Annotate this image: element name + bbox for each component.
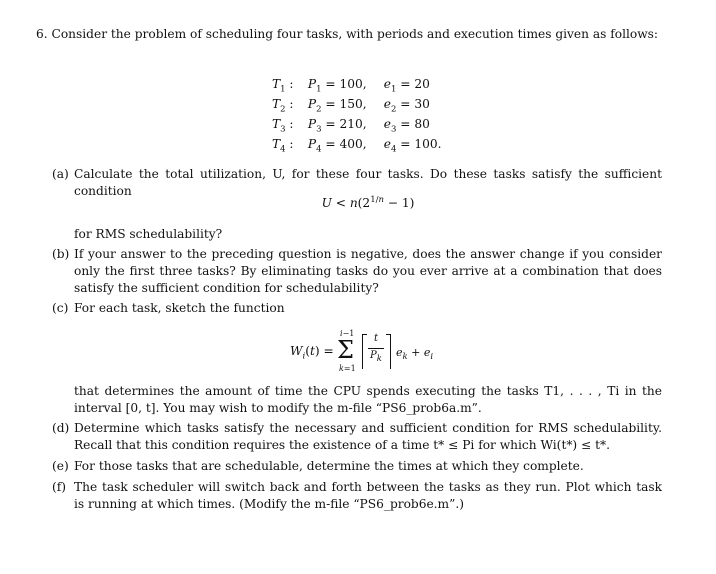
part-b bbox=[52, 246, 662, 297]
part-text: If your answer to the preceding question is negative, does the answer change if you consider only the first three tasks? By eliminating tasks do you ever arrive at a combination that does satisfy the sufficient condition for schedulability? bbox=[74, 247, 662, 295]
problem-intro: Consider the problem of scheduling four tasks, with periods and execution times given as follows: bbox=[51, 27, 659, 41]
workload-formula: $W_i(t)$ = i−1 Σ k=1 t $P_k$ $e_k + e_i$ bbox=[290, 329, 434, 373]
task-row: $T_4$ : $P_4 = 400$, $e_4 = 100$. bbox=[272, 137, 442, 155]
part-d bbox=[52, 420, 662, 454]
part-label: (d) bbox=[52, 421, 70, 435]
problem-number: 6. bbox=[36, 27, 48, 41]
task-row: $T_2$ : $P_2 = 150$, $e_2 = 30$ bbox=[272, 97, 430, 115]
part-label: (c) bbox=[52, 301, 69, 315]
task-row: $T_1$ : $P_1 = 100$, $e_1 = 20$ bbox=[272, 77, 430, 95]
task-table bbox=[272, 76, 492, 156]
part-text: For those tasks that are schedulable, determine the times at which they complete. bbox=[74, 459, 584, 473]
part-e bbox=[52, 458, 662, 475]
condition-formula: $U < n(2^{1/n} - 1)$ bbox=[321, 194, 415, 210]
part-f bbox=[52, 479, 662, 513]
part-a-after: for RMS schedulability? bbox=[74, 227, 223, 241]
problem-statement bbox=[36, 26, 696, 43]
part-text: Determine which tasks satisfy the necessary and sufficient condition for RMS schedulability. Recall that this condition requires the existence of a time t* ≤ Pi for which Wi(t*) ≤ t*. bbox=[74, 421, 662, 452]
part-c-after: that determines the amount of time the CPU spends executing the tasks T1, . . . , Ti in the interval [0, t]. You may wish to modify the m-file “PS6_prob6a.m”. bbox=[74, 384, 662, 415]
part-text: For each task, sketch the function bbox=[74, 301, 285, 315]
part-label: (a) bbox=[52, 167, 69, 181]
part-label: (f) bbox=[52, 480, 67, 494]
part-label: (e) bbox=[52, 459, 69, 473]
part-c bbox=[52, 300, 662, 317]
part-text: The task scheduler will switch back and forth between the tasks as they run. Plot which task is running at which times. (Modify the m-file “PS6_prob6e.m”.) bbox=[74, 480, 662, 511]
task-row: $T_3$ : $P_3 = 210$, $e_3 = 80$ bbox=[272, 117, 430, 135]
part-label: (b) bbox=[52, 247, 70, 261]
part-text: Calculate the total utilization, U, for these four tasks. Do these tasks satisfy the sufficient condition bbox=[74, 167, 662, 198]
